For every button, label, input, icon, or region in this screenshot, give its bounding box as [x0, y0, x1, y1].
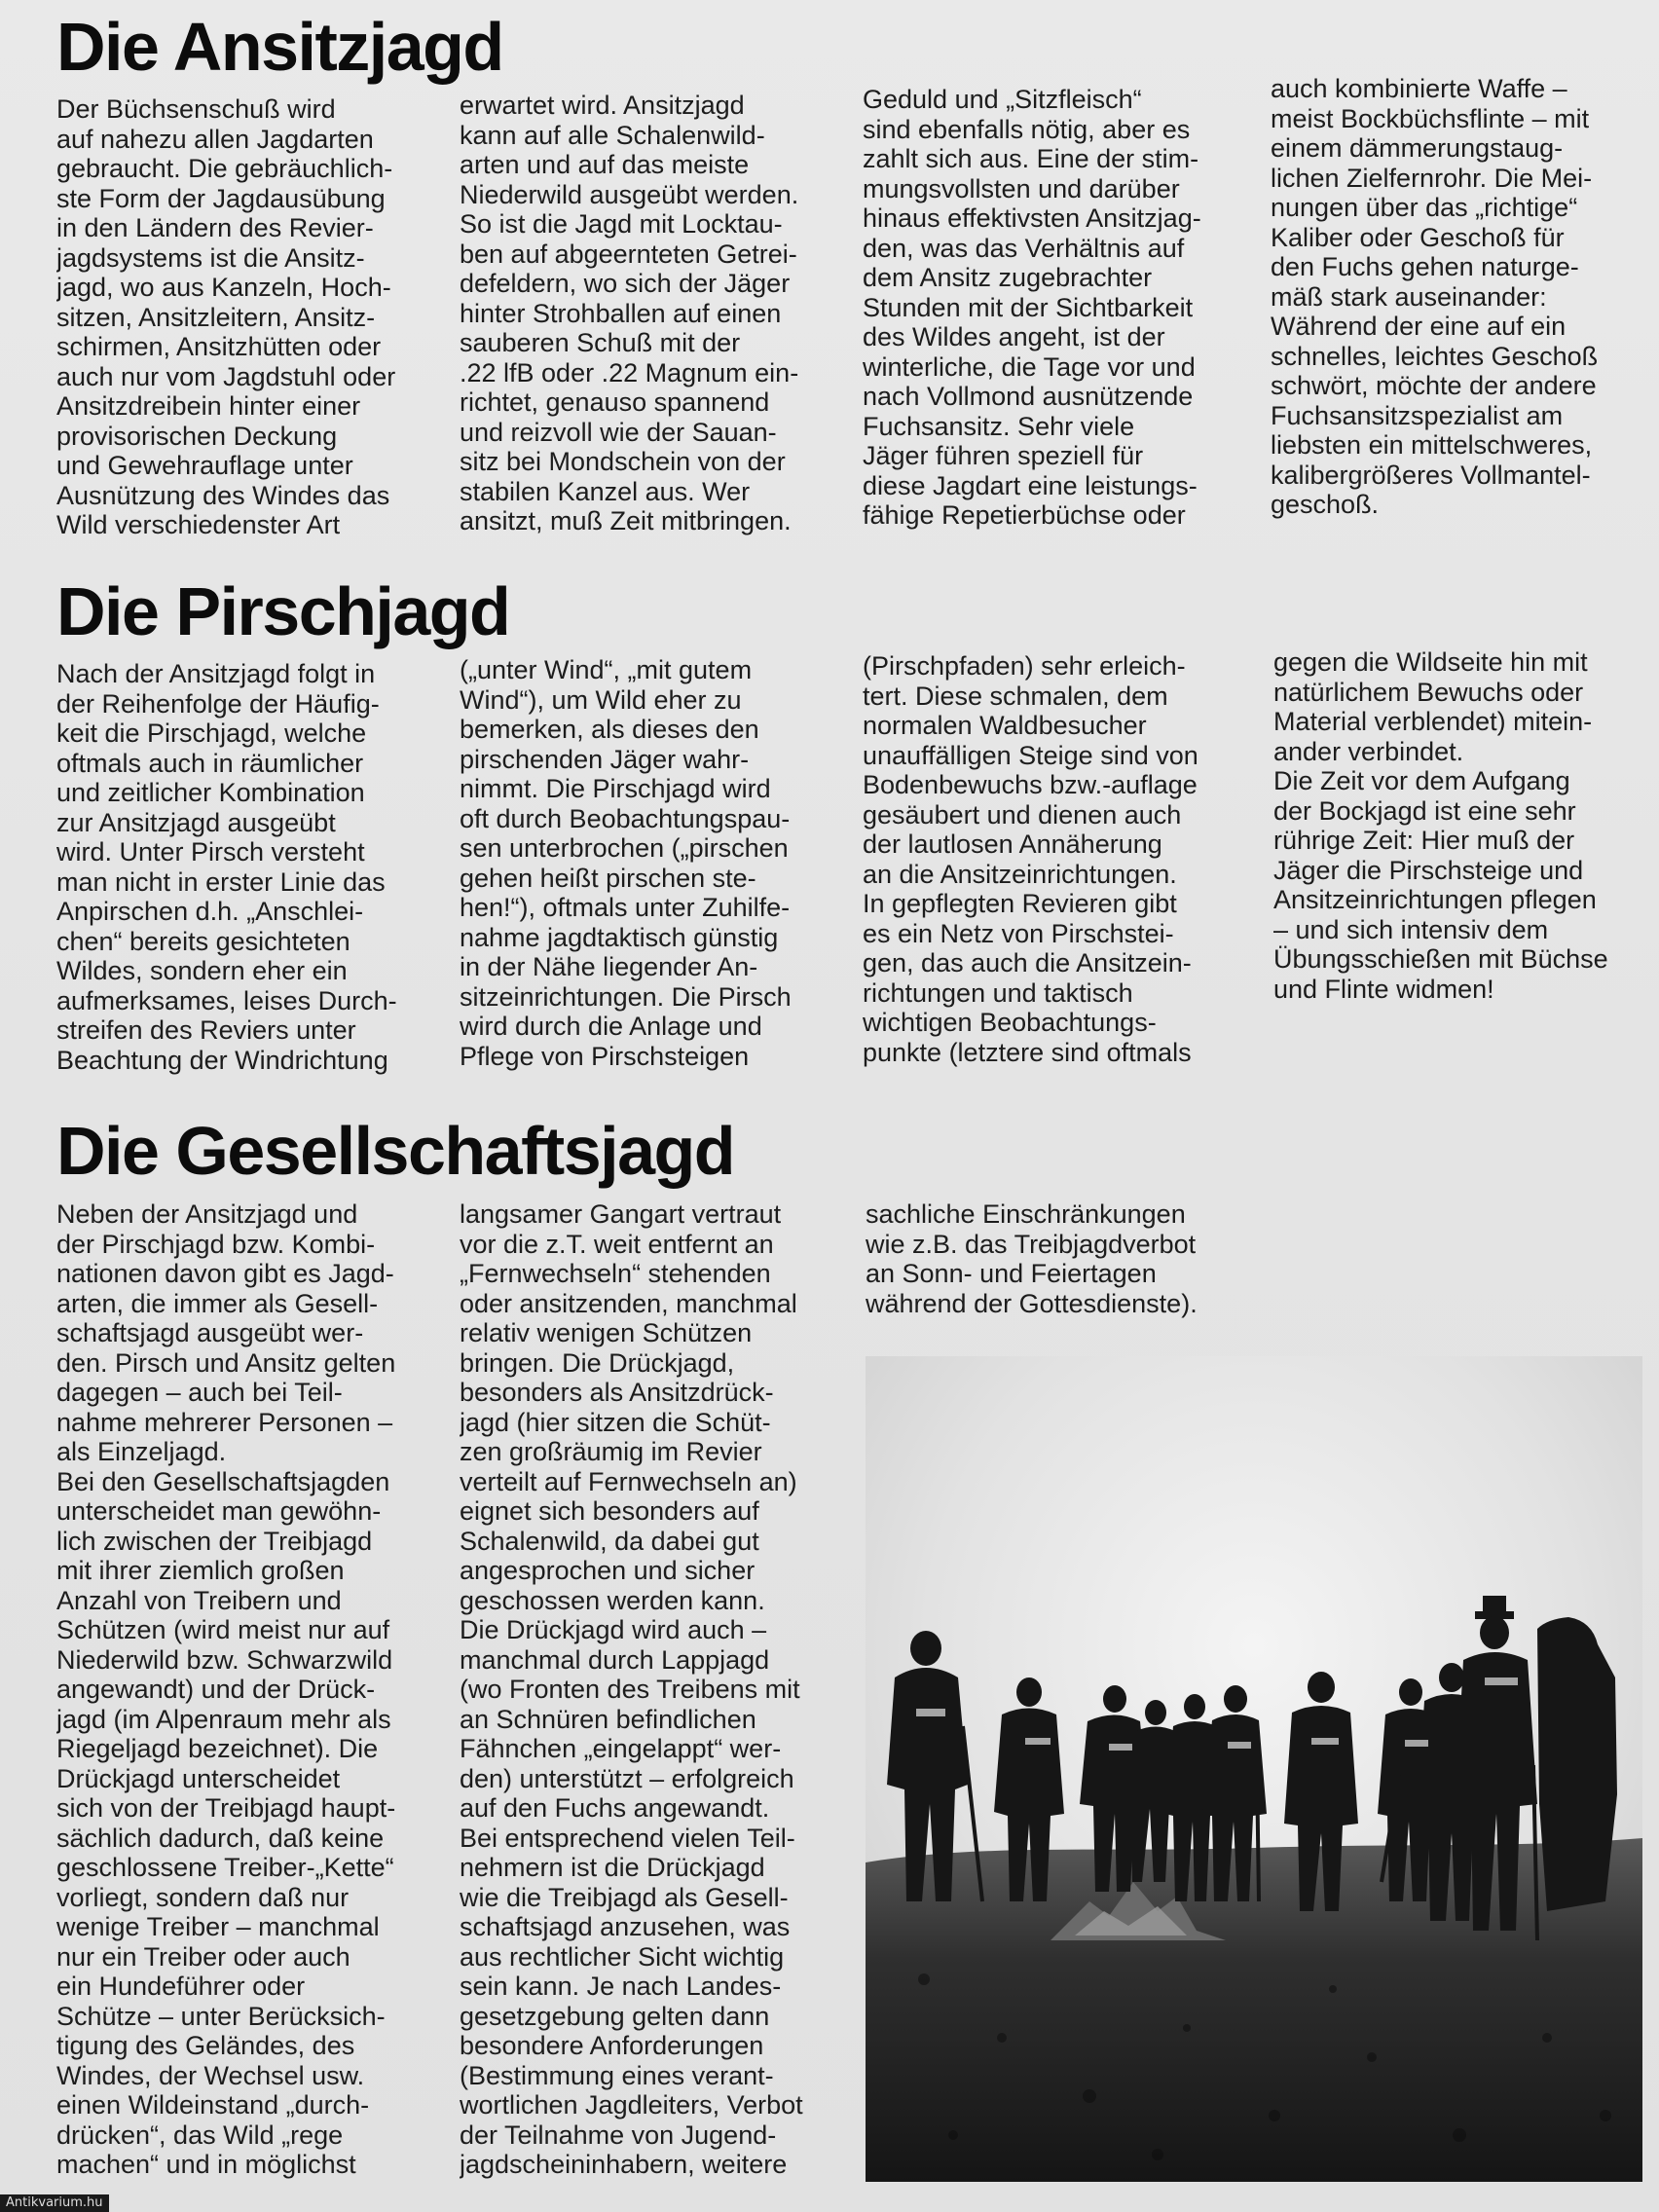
pirschjagd-column-4: gegen die Wildseite hin mit natürlichem Bewuchs oder Material verblendet) mitein- ander verbindet. Die Zeit vor dem Aufgang der Bockjagd ist eine sehr rührige Zeit: Hier muß der Jäger die Pirschsteige und Ansitzeinrichtungen pflegen – und sich intensiv dem Übungsschießen mit Büchse und Flinte widmen!	[1273, 647, 1608, 1004]
pirschjagd-column-3: (Pirschpfaden) sehr erleich- tert. Diese schmalen, dem normalen Waldbesucher unauffälligen Steige sind von Bodenbewuchs bzw.-auflage gesäubert und dienen auch der lautlosen Annäherung an die Ansitzeinrichtungen. In gepflegten Revieren gibt es ein Netz von Pirschstei- gen, das auch die Ansitzein- richtungen und taktisch wichtigen Beobachtungs- punkte (letztere sind oftmals	[863, 651, 1198, 1067]
heading-ansitzjagd: Die Ansitzjagd	[56, 9, 503, 85]
heading-gesellschaftsjagd: Die Gesellschaftsjagd	[56, 1113, 735, 1189]
ansitzjagd-column-3: Geduld und „Sitzfleisch“ sind ebenfalls nötig, aber es zahlt sich aus. Eine der stim- mungsvollsten und darüber hinaus effektivsten Ansitzjag- den, was das Verhältnis auf dem Ansitz zugebrachter Stunden mit der Sichtbarkeit des Wildes angeht, ist der winterliche, die Tage vor und nach Vollmond ausnützende Fuchsansitz. Sehr viele Jäger führen speziell für diese Jagdart eine leistungs- fähige Repetierbüchse oder	[863, 85, 1201, 530]
ansitzjagd-column-2: erwartet wird. Ansitzjagd kann auf alle Schalenwild- arten und auf das meiste Niederwild ausgeübt werden. So ist die Jagd mit Locktau- ben auf abgeernteten Getrei- defeldern, wo sich der Jäger hinter Strohballen auf einen sauberen Schuß mit der .22 lfB oder .22 Magnum ein- richtet, genauso spannend und reizvoll wie der Sauan- sitz bei Mondschein von der stabilen Kanzel aus. Wer ansitzt, muß Zeit mitbringen.	[460, 91, 799, 535]
gesellschaftsjagd-column-2: langsamer Gangart vertraut vor die z.T. weit entfernt an „Fernwechseln“ stehenden oder ansitzenden, manchmal relativ wenigen Schützen bringen. Die Drückjagd, besonders als Ansitzdrück- jagd (hier sitzen die Schüt- zen großräumig im Revier verteilt auf Fernwechseln an) eignet sich besonders auf Schalenwild, da dabei gut angesprochen und sicher geschossen werden kann. Die Drückjagd wird auch – manchmal durch Lappjagd (wo Fronten des Treibens mit an Schnüren befindlichen Fähnchen „eingelappt“ wer- den) unterstützt – erfolgreich auf den Fuchs angewandt. Bei entsprechend vielen Teil- nehmern ist die Drückjagd wie die Treibjagd als Gesell- schaftsjagd anzusehen, was aus rechtlicher Sicht wichtig sein kann. Je nach Landes- gesetzgebung gelten dann besondere Anforderungen (Bestimmung eines verant- wortlichen Jagdleiters, Verbot der Teilnahme von Jugend- jagdscheininhabern, weitere	[460, 1199, 803, 2179]
hunters-in-fog-photo	[866, 1356, 1642, 2182]
pirschjagd-column-1: Nach der Ansitzjagd folgt in der Reihenfolge der Häufig- keit die Pirschjagd, welche oftmals auch in räumlicher und zeitlicher Kombination zur Ansitzjagd ausgeübt wird. Unter Pirsch versteht man nicht in erster Linie das Anpirschen d.h. „Anschlei- chen“ bereits gesichteten Wildes, sondern eher ein aufmerksames, leises Durch- streifen des Reviers unter Beachtung der Windrichtung	[56, 659, 397, 1075]
heading-pirschjagd: Die Pirschjagd	[56, 573, 510, 649]
gesellschaftsjagd-column-1: Neben der Ansitzjagd und der Pirschjagd bzw. Kombi- nationen davon gibt es Jagd- arten, die immer als Gesell- schaftsjagd ausgeübt wer- den. Pirsch und Ansitz gelten dagegen – auch bei Teil- nahme mehrerer Personen – als Einzeljagd. Bei den Gesellschaftsjagden unterscheidet man gewöhn- lich zwischen der Treibjagd mit ihrer ziemlich großen Anzahl von Treibern und Schützen (wird meist nur auf Niederwild bzw. Schwarzwild angewandt) und der Drück- jagd (im Alpenraum mehr als Riegeljagd bezeichnet). Die Drückjagd unterscheidet sich von der Treibjagd haupt- sächlich dadurch, daß keine geschlossene Treiber-„Kette“ vorliegt, sondern daß nur wenige Treiber – manchmal nur ein Treiber oder auch ein Hundeführer oder Schütze – unter Berücksich- tigung des Geländes, des Windes, der Wechsel usw. einen Wildeinstand „durch- drücken“, das Wild „rege machen“ und in möglichst	[56, 1199, 396, 2179]
watermark: Antikvarium.hu	[0, 2194, 109, 2212]
gesellschaftsjagd-column-3: sachliche Einschränkungen wie z.B. das Treibjagdverbot an Sonn- und Feiertagen während der Gottesdienste).	[866, 1199, 1198, 1318]
ansitzjagd-column-4: auch kombinierte Waffe – meist Bockbüchsflinte – mit einem dämmerungstaug- lichen Zielfernrohr. Die Mei- nungen über das „richtige“ Kaliber oder Geschoß für den Fuchs gehen naturge- mäß stark auseinander: Während der eine auf ein schnelles, leichtes Geschoß schwört, möchte der andere Fuchsansitzspezialist am liebsten ein mittelschweres, kalibergrößeres Vollmantel- geschoß.	[1271, 74, 1599, 519]
ansitzjagd-column-1: Der Büchsenschuß wird auf nahezu allen Jagdarten gebraucht. Die gebräuchlich- ste Form der Jagdausübung in den Ländern des Revier- jagdsystems ist die Ansitz- jagd, wo aus Kanzeln, Hoch- sitzen, Ansitzleitern, Ansitz- schirmen, Ansitzhütten oder auch nur vom Jagdstuhl oder Ansitzdreibein hinter einer provisorischen Deckung und Gewehrauflage unter Ausnützung des Windes das Wild verschiedenster Art	[56, 94, 396, 539]
photo-silhouettes	[866, 1356, 1642, 2182]
pirschjagd-column-2: („unter Wind“, „mit gutem Wind“), um Wild eher zu bemerken, als dieses den pirschenden Jäger wahr- nimmt. Die Pirschjagd wird oft durch Beobachtungspau- sen unterbrochen („pirschen gehen heißt pirschen ste- hen!“), oftmals unter Zuhilfe- nahme jagdtaktisch günstig in der Nähe liegender An- sitzeinrichtungen. Die Pirsch wird durch die Anlage und Pflege von Pirschsteigen	[460, 655, 792, 1071]
